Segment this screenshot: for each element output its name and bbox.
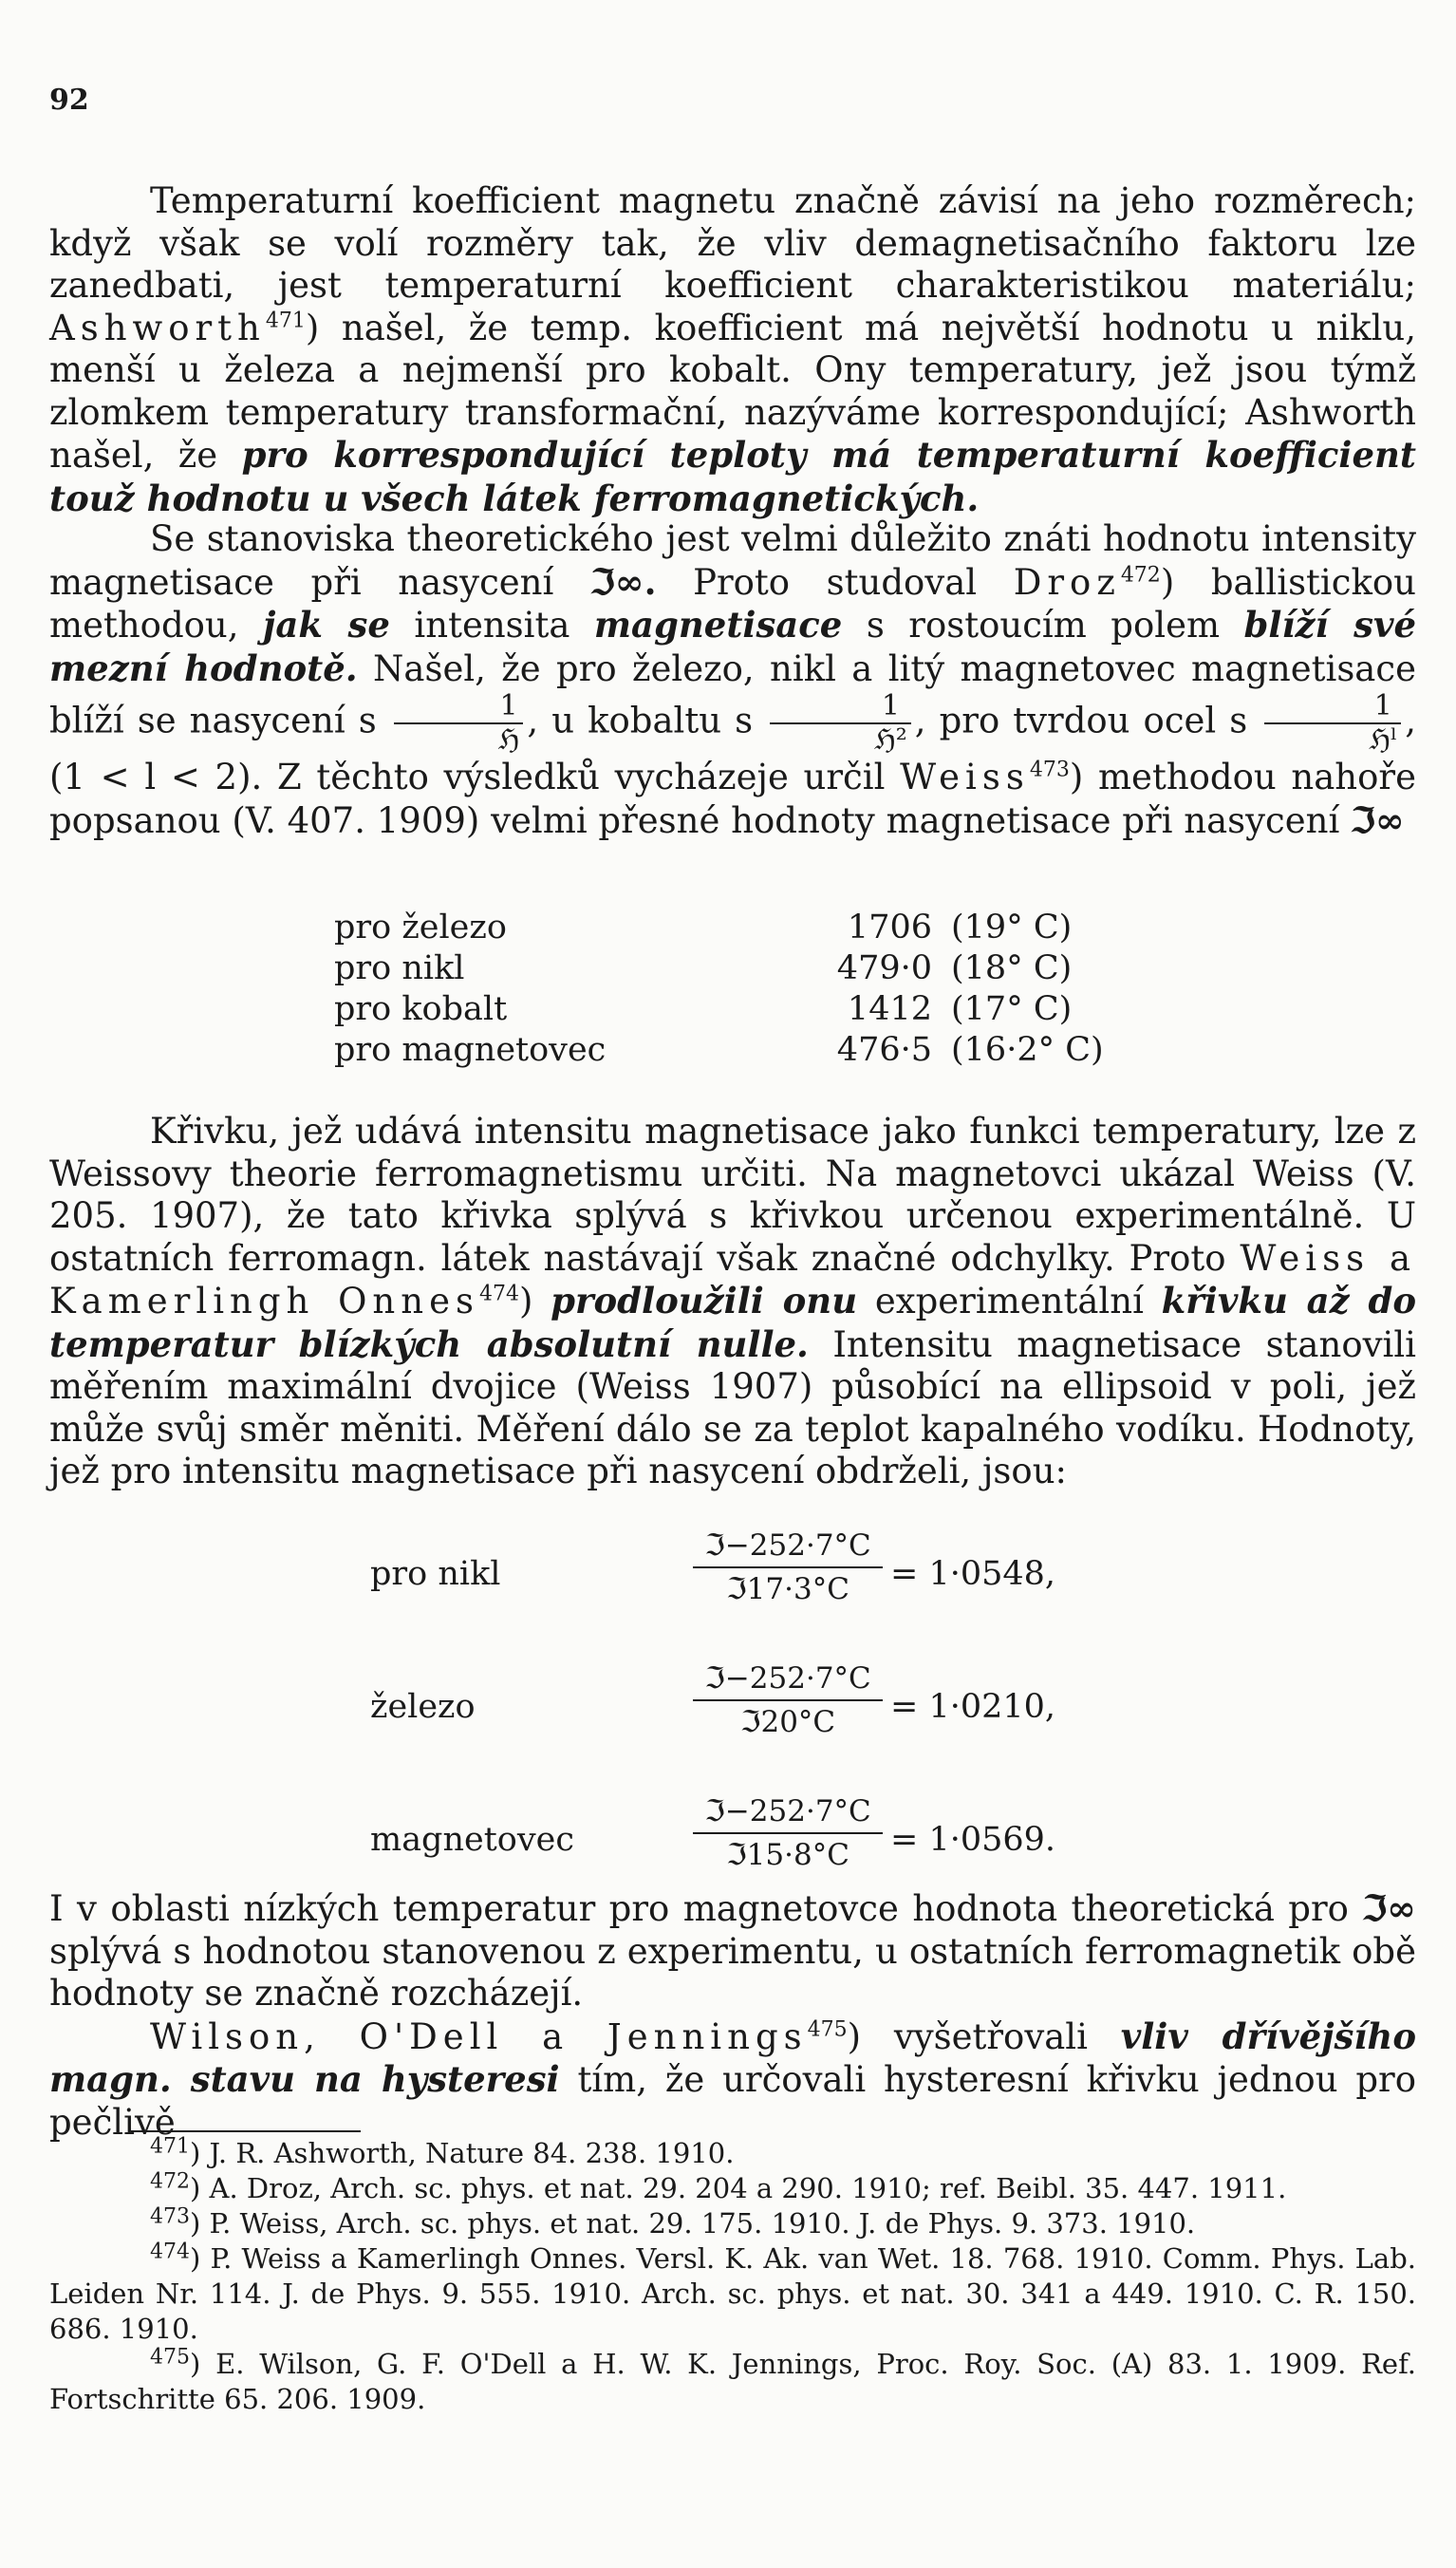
- footnote-ref-471[interactable]: 471: [265, 309, 306, 333]
- p2-text-k: ) methodou nahoře popsanou (V. 407. 1909) velmi přesné hodnoty magnetisace při nasycení: [49, 757, 1416, 841]
- row-value: 479·0: [836, 948, 932, 987]
- p3-text-b: ): [518, 1281, 533, 1321]
- paragraph-2: [49, 518, 1416, 842]
- fraction-3: $\frac{1}{\text{ℌˡ}}$: [1264, 690, 1401, 757]
- p3-emph-2: křivku až do temperatur blízkých absolutní nulle.: [49, 1280, 1417, 1365]
- row-label: pro nikl: [334, 948, 465, 987]
- p2-text-f: Našel, že pro železo, nikl a litý magnetovec magnetisace blíží se nasycení s: [49, 647, 1416, 741]
- p3-text-c: experimentální: [874, 1281, 1144, 1321]
- paragraph-1: [49, 180, 1416, 520]
- footnote-divider: [131, 2130, 361, 2132]
- ratio-fraction: ℑ−252·7°C ℑ20°C: [693, 1661, 883, 1739]
- p2-text-g: , u kobaltu s: [527, 700, 754, 741]
- footnote: $^{475}$) E. Wilson, G. F. O'Dell a H. W. K. Jennings, Proc. Roy. Soc. (A) 83. 1. 1909. Ref. Fortschritte 65. 206. 1909.: [49, 2345, 1416, 2415]
- p2-text-a: Se stanoviska theoretického jest velmi důležito znáti hodnotu intensity magnetisace při nasycení: [49, 518, 1416, 603]
- p3-emph-1: prodloužili onu: [551, 1280, 858, 1321]
- fraction-1: $\frac{1}{\text{ℌ}}$: [394, 690, 524, 757]
- p2-text-i: , (1 < l < 2).: [49, 700, 1417, 797]
- saturation-values-table: [334, 907, 1104, 1070]
- ratio-fraction: ℑ−252·7°C ℑ17·3°C: [693, 1528, 883, 1606]
- p2-text-b: Proto studoval: [693, 561, 978, 603]
- saturation-symbol: ℑ∞.: [589, 560, 657, 603]
- p1-text-b: ) našel, že temp. koefficient má největší hodnotu u niklu, menší u železa a nejmenší pro kobalt. Ony temperatury, jež jsou týmž zlomkem temperatury transformační, nazýváme korrespondující; Ashworth našel, že: [49, 307, 1416, 476]
- p2-text-h: , pro tvrdou ocel s: [914, 700, 1248, 741]
- ratio-label: železo: [370, 1688, 476, 1726]
- p2-text-e: s rostoucím polem: [866, 605, 1221, 646]
- row-label: pro magnetovec: [334, 1030, 607, 1069]
- footnote: $^{473}$) P. Weiss, Arch. sc. phys. et nat. 29. 175. 1910. J. de Phys. 9. 373. 1910.: [150, 2204, 1196, 2240]
- row-temp: (19° C): [951, 908, 1073, 947]
- ratio-label: magnetovec: [370, 1821, 574, 1859]
- row-label: pro železo: [334, 908, 507, 947]
- author-ashworth: Ashworth: [49, 307, 266, 348]
- footnote: $^{472}$) A. Droz, Arch. sc. phys. et nat. 29. 204 a 290. 1910; ref. Beibl. 35. 447. 1911.: [150, 2169, 1287, 2204]
- ratio-fraction: ℑ−252·7°C ℑ15·8°C: [693, 1794, 883, 1872]
- paragraph-4: [49, 1887, 1416, 2144]
- footnote: $^{474}$) P. Weiss a Kamerlingh Onnes. Versl. K. Ak. van Wet. 18. 768. 1910. Comm. Phys. Lab. Leiden Nr. 114. J. de Phys. 9. 555. 1910. Arch. sc. phys. et nat. 30. 341 a 449. 1910. C. R. 150. 686. 1910.: [49, 2240, 1416, 2345]
- footnote-ref-475[interactable]: 475: [807, 2017, 848, 2042]
- author-droz: Droz: [1013, 561, 1121, 603]
- footnote: $^{471}$) J. R. Ashworth, Nature 84. 238. 1910.: [150, 2134, 735, 2169]
- saturation-symbol-3: ℑ∞: [1362, 1887, 1416, 1929]
- author-wilson: Wilson, O'Dell a Jennings: [150, 2015, 808, 2057]
- paragraph-3: [49, 1111, 1416, 1493]
- row-temp: (16·2° C): [951, 1030, 1104, 1069]
- row-value: 1706: [847, 908, 932, 947]
- ratio-value: = 1·0210,: [890, 1688, 1056, 1726]
- footnote-ref-474[interactable]: 474: [478, 1282, 519, 1306]
- p4-text-b: splývá s hodnotou stanovenou z experimentu, u ostatních ferromagnetik obě hodnoty se značně rozcházejí.: [49, 1930, 1416, 2014]
- author-weiss-onnes: Weiss a Kamerlingh Onnes: [49, 1237, 1417, 1321]
- table-row: [334, 907, 1104, 947]
- p2-text-c: ) ballistickou methodou,: [49, 561, 1417, 646]
- p2-emph-3: blíží své mezní hodnotě.: [49, 604, 1417, 689]
- row-value: 1412: [847, 989, 932, 1028]
- table-row: [334, 1029, 1104, 1070]
- p5-text-b: tím, že určovali hysteresní křivku jednou pro pečlivě: [49, 2059, 1417, 2143]
- ratio-value: = 1·0569.: [890, 1821, 1056, 1859]
- p2-emph-1: jak se: [262, 604, 390, 646]
- row-temp: (18° C): [951, 948, 1073, 987]
- row-value: 476·5: [836, 1030, 932, 1069]
- p3-text-a: Křivku, jež udává intensitu magnetisace jako funkci temperatury, lze z Weissovy theorie ferromagnetismu určiti. Na magnetovci ukázal Weiss (V. 205. 1907), že tato křivka splývá s křivkou určenou experimentálně. U ostatních ferromagn. látek nastávají však značné odchylky. Proto: [49, 1111, 1416, 1279]
- p3-text-d: Intensitu magnetisace stanovili měřením maximální dvojice (Weiss 1907) působící na ellipsoid v poli, jež může svůj směr měniti. Měření dálo se za teplot kapalného vodíku. Hodnoty, jež pro intensitu magnetisace při nasycení obdrželi, jsou:: [49, 1323, 1416, 1491]
- p1-text-a: Temperaturní koefficient magnetu značně závisí na jeho rozměrech; když však se volí rozměry tak, že vliv demagnetisačního faktoru lze zanedbati, jest temperaturní koefficient charakteristikou materiálu;: [49, 180, 1416, 306]
- author-weiss: Weiss: [900, 757, 1030, 797]
- table-row: [334, 947, 1104, 988]
- p4-text-a: I v oblasti nízkých temperatur pro magnetovce hodnota theoretická pro: [49, 1888, 1349, 1929]
- ratio-value: = 1·0548,: [890, 1555, 1056, 1593]
- p2-text-j: Z těchto výsledků vycházeje určil: [276, 757, 886, 797]
- row-label: pro kobalt: [334, 989, 508, 1028]
- ratio-row: [370, 1528, 1129, 1633]
- p5-emph: vliv dřívějšího magn. stavu na hysteresi: [49, 2015, 1416, 2100]
- p5-text-a: ) vyšetřovali: [847, 2015, 1088, 2057]
- table-row: [334, 988, 1104, 1029]
- footnote-ref-472[interactable]: 472: [1120, 563, 1161, 588]
- ratio-label: pro nikl: [370, 1555, 501, 1593]
- saturation-symbol-2: ℑ∞: [1351, 798, 1405, 841]
- footnotes: [49, 2136, 1416, 2417]
- fraction-2: $\frac{1}{\text{ℌ²}}$: [770, 690, 911, 757]
- page-number: 92: [49, 84, 89, 117]
- ratio-row: [370, 1794, 1129, 1899]
- footnote-ref-473[interactable]: 473: [1029, 758, 1070, 782]
- p2-emph-2: magnetisace: [593, 604, 843, 646]
- p2-text-d: intensita: [414, 605, 570, 646]
- row-temp: (17° C): [951, 989, 1073, 1028]
- ratio-row: [370, 1661, 1129, 1766]
- p1-emphasis: pro korrespondující teploty má temperaturní koefficient touž hodnotu u všech látek ferromagnetických.: [49, 434, 1416, 519]
